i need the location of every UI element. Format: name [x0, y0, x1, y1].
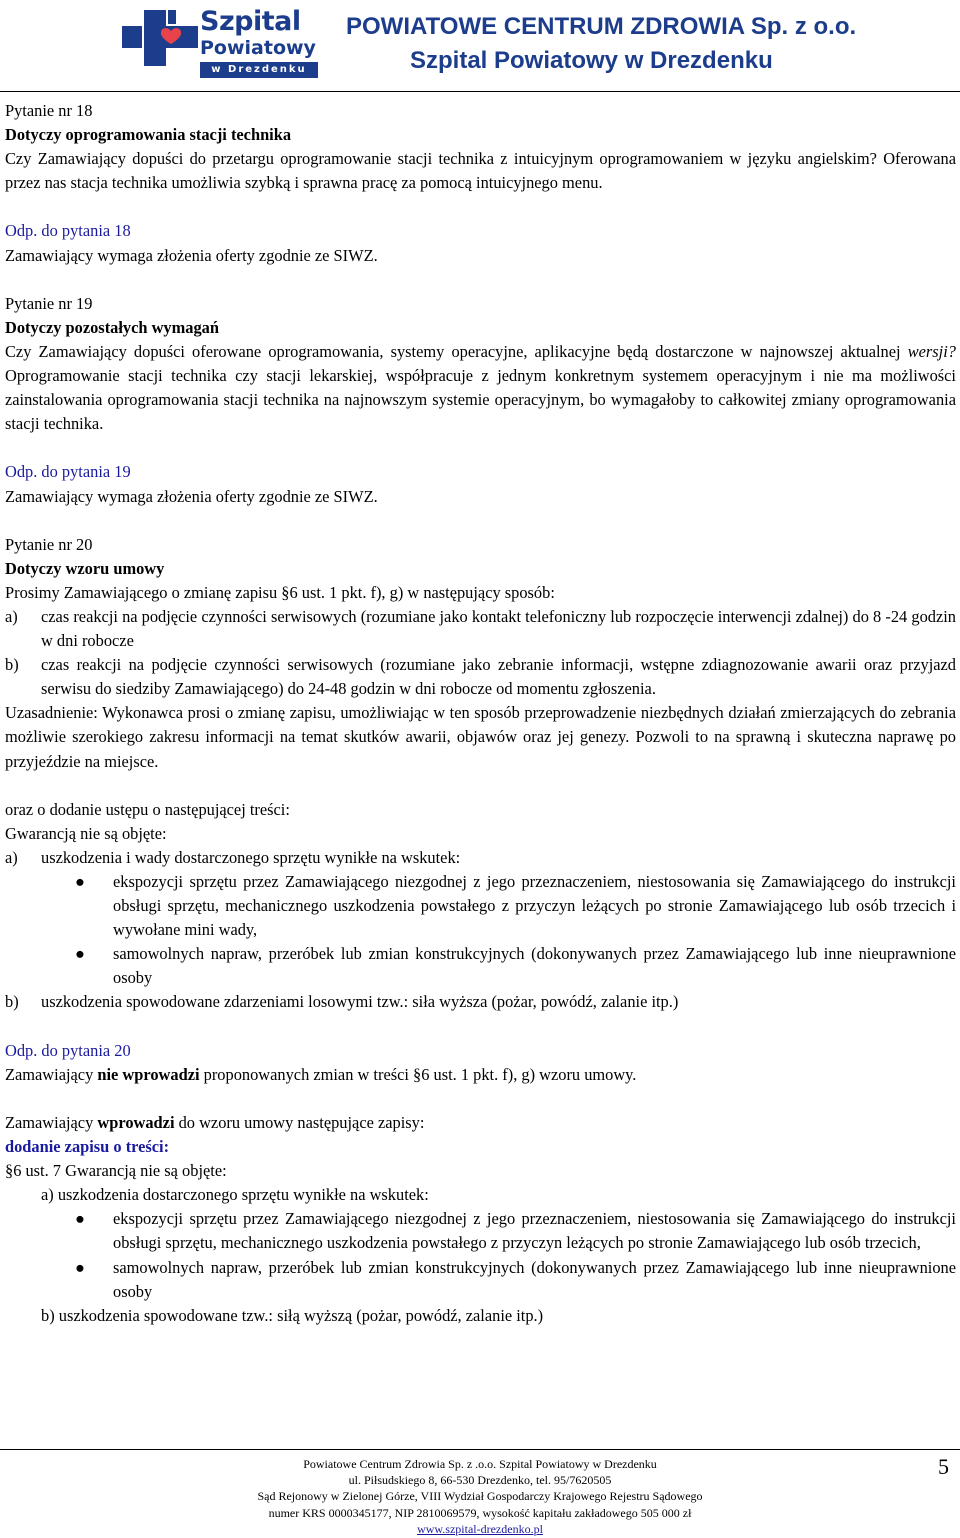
bullet-text: samowolnych napraw, przeróbek lub zmian konstrukcyjnych (dokonywanych przez Zamawiającego lub inne nieuprawnione osoby: [113, 1257, 956, 1301]
footer-website-link[interactable]: www.szpital-drezdenko.pl: [417, 1521, 543, 1536]
document-body: [5, 99, 956, 1328]
page-footer: [180, 1456, 780, 1537]
q20-answer: [5, 1063, 956, 1087]
list-item-label: a): [5, 606, 18, 626]
q19-text-part2: Oprogramowanie stacji technika czy stacji lekarskiej, współpracuje z jednym konkretnym systemem operacyjnym i nie ma możliwości zainstalowania oprogramowania stacji technika na najnowszym systemie operacyjnym, bo wymagałoby to całkowitej zmiany oprogramowania stacji technika.: [5, 366, 956, 434]
bullet-item: [75, 870, 956, 942]
footer-divider: [0, 1449, 960, 1450]
q19-answer-label: Odp. do pytania 19: [5, 462, 131, 482]
bullet-text: ekspozycji sprzętu przez Zamawiającego niezgodnej z jego przeznaczeniem, niestosowania się Zamawiającego do instrukcji obsługi sprzętu, mechanicznego uszkodzenia powstałego z przyczyn leżących po stronie Zamawiającego lub osób trzecich,: [113, 1209, 956, 1253]
q18-answer-label: Odp. do pytania 18: [5, 221, 131, 241]
brand-name-line2: Powiatowy: [200, 37, 316, 59]
page-number: 5: [938, 1454, 949, 1479]
footer-line-2: ul. Piłsudskiego 8, 66-530 Drezdenko, tel. 95/7620505: [348, 1473, 612, 1488]
q20-subject: Dotyczy wzoru umowy: [5, 558, 165, 578]
q20-answer-bold: nie wprowadzi: [97, 1064, 200, 1084]
q19-subject: Dotyczy pozostałych wymagań: [5, 317, 219, 337]
list-item-label: b): [5, 992, 19, 1012]
list-item: [5, 605, 956, 653]
q19-text-part1: Czy Zamawiający dopuści oferowane oprogramowania, systemy operacyjne, aplikacyjne będą dostarczone w najnowszej aktualnej: [5, 341, 901, 361]
bullet-icon: ●: [75, 944, 85, 964]
q20-add-label: dodanie zapisu o treści:: [5, 1137, 170, 1157]
bullet-text: ekspozycji sprzętu przez Zamawiającego niezgodnej z jego przeznaczeniem, niestosowania się Zamawiającego do instrukcji obsługi sprzętu, mechanicznego uszkodzenia powstałego z przyczyn leżących po stronie Zamawiającego lub osób trzecich i wywołane mini wady,: [113, 872, 956, 940]
q20-section: §6 ust. 7 Gwarancją nie są objęte:: [5, 1161, 227, 1181]
list-item: [5, 653, 956, 701]
q20-addition-intro: oraz o dodanie ustępu o następującej treści:: [5, 799, 290, 819]
q20-justification: Uzasadnienie: Wykonawca prosi o zmianę zapisu, umożliwiając w ten sposób przeprowadzenie niezbędnych działań zmierzających do zebrania możliwie szerokiego zakresu informacji na temat skutków awarii, objawów oraz jej genezy. Pozwoli to na sprawną i skuteczna naprawę po przyjeździe na miejsce.: [5, 703, 956, 771]
footer-line-1: Powiatowe Centrum Zdrowia Sp. z .o.o. Szpital Powiatowy w Drezdenku: [303, 1457, 657, 1471]
footer-line-3: Sąd Rejonowy w Zielonej Górze, VIII Wydział Gospodarczy Krajowego Rejestru Sądowego: [257, 1489, 703, 1504]
q20-answer-pre: Zamawiający: [5, 1064, 94, 1084]
list-item-text: czas reakcji na podjęcie czynności serwisowych (rozumiane jako kontakt telefoniczny lub rozpoczęcie interwencji zdalnej) do 8 -24 godzin w dni robocze: [41, 606, 956, 651]
bullet-icon: ●: [75, 872, 85, 891]
q19-answer: Zamawiający wymaga złożenia oferty zgodnie ze SIWZ.: [5, 486, 378, 506]
q20-title: Pytanie nr 20: [5, 534, 93, 554]
q18-answer: Zamawiający wymaga złożenia oferty zgodnie ze SIWZ.: [5, 245, 378, 265]
footer-line-4: numer KRS 0000345177, NIP 2810069579, wysokość kapitału zakładowego 505 000 zł: [268, 1505, 692, 1520]
bullet-icon: ●: [75, 1257, 85, 1277]
organization-name: POWIATOWE CENTRUM ZDROWIA Sp. z o.o.: [346, 13, 857, 40]
list-item: [5, 990, 956, 1014]
page-header: [0, 0, 960, 92]
bullet-text: samowolnych napraw, przeróbek lub zmian konstrukcyjnych (dokonywanych przez Zamawiającego lub inne nieuprawnione osoby: [113, 944, 956, 988]
bullet-icon: ●: [75, 1209, 85, 1229]
q20-intro: [5, 1111, 956, 1135]
q20-intro-pre: Zamawiający: [5, 1112, 94, 1132]
q20-final-a: a) uszkodzenia dostarczonego sprzętu wynikłe na wskutek:: [41, 1185, 429, 1205]
q18-title: Pytanie nr 18: [5, 101, 93, 120]
q19-title: Pytanie nr 19: [5, 293, 93, 313]
q18-subject: Dotyczy oprogramowania stacji technika: [5, 125, 292, 145]
list-item-text: uszkodzenia spowodowane zdarzeniami losowymi tzw.: siła wyższa (pożar, powódź, zalanie itp.): [41, 992, 679, 1012]
brand-name-line1: Szpital: [200, 6, 301, 37]
hospital-name: Szpital Powiatowy w Drezdenku: [410, 47, 773, 74]
q20-answer-post: proponowanych zmian w treści §6 ust. 1 pkt. f), g) wzoru umowy.: [203, 1064, 637, 1084]
q20-guarantee-intro: Gwarancją nie są objęte:: [5, 823, 167, 843]
bullet-item: [75, 942, 956, 990]
q20-answer-label: Odp. do pytania 20: [5, 1040, 131, 1060]
list-item: [5, 846, 956, 870]
list-item-label: a): [5, 847, 18, 867]
q20-request: Prosimy Zamawiającego o zmianę zapisu §6 ust. 1 pkt. f), g) w następujący sposób:: [5, 582, 555, 602]
q20-intro-bold: wprowadzi: [97, 1112, 175, 1132]
bullet-item: [75, 1207, 956, 1255]
header-divider: [0, 91, 960, 92]
list-item-text: uszkodzenia i wady dostarczonego sprzętu wynikłe na wskutek:: [41, 847, 461, 867]
q18-text: Czy Zamawiający dopuści do przetargu oprogramowanie stacji technika z intuicyjnym oprogramowaniem w języku angielskim? Oferowana przez nas stacja technika umożliwia szybką i sprawna pracę za pomocą intuicyjnego menu.: [5, 149, 956, 193]
q19-text: [5, 340, 956, 436]
list-item-text: czas reakcji na podjęcie czynności serwisowych (rozumiane jako zebranie informacji, wstępne zdiagnozowanie awarii oraz przyjazd serwisu do siedziby Zamawiającego) do 24-48 godzin w dni robocze od momentu zgłoszenia.: [41, 655, 956, 699]
q20-intro-post: do wzoru umowy następujące zapisy:: [178, 1112, 425, 1132]
q19-text-italic: wersji?: [907, 341, 956, 361]
q20-final-b: b) uszkodzenia spowodowane tzw.: siłą wyższą (pożar, powódź, zalanie itp.): [41, 1305, 544, 1325]
brand-name-line3: w Drezdenku: [200, 62, 318, 78]
list-item-label: b): [5, 655, 19, 675]
bullet-item: [75, 1256, 956, 1304]
